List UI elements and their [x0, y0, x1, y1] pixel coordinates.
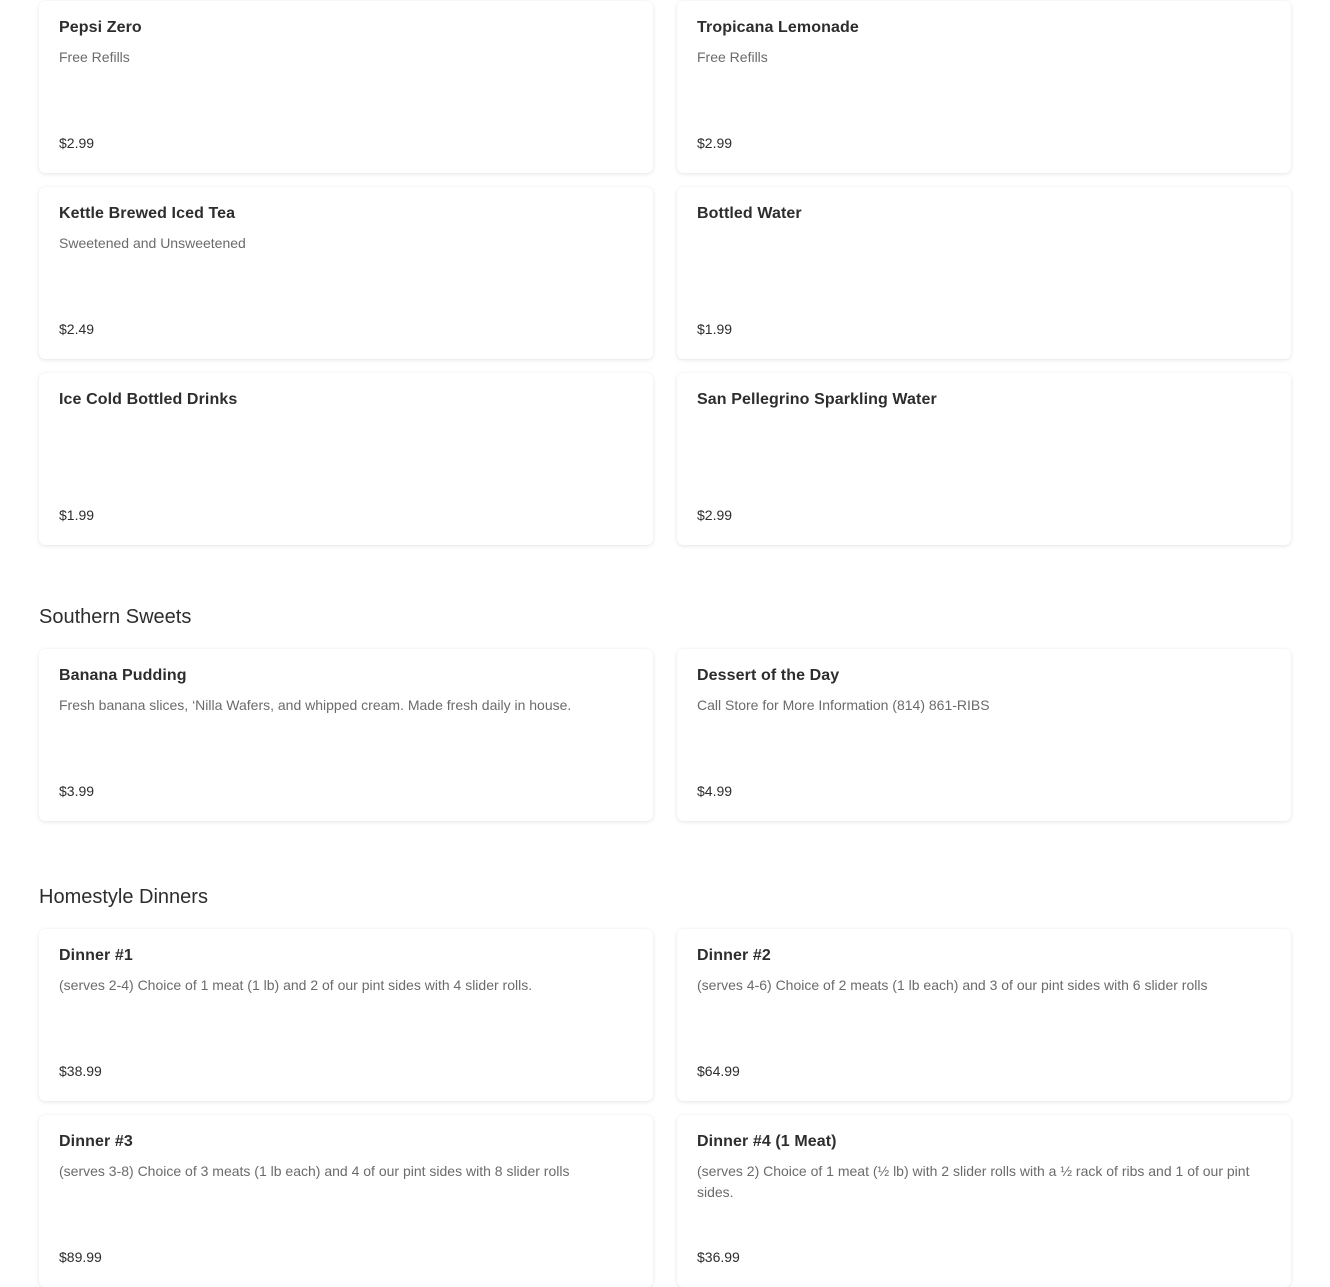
menu-item-description: (serves 3-8) Choice of 3 meats (1 lb each) and 4 of our pint sides with 8 slider rolls: [59, 1163, 570, 1179]
menu-item-price: $1.99: [59, 507, 95, 523]
menu-item-description: (serves 2) Choice of 1 meat (½ lb) with 2 slider rolls with a ½ rack of ribs and 1 of our pint sides.: [697, 1163, 1250, 1200]
menu-item-name: Dessert of the Day: [697, 667, 840, 684]
menu-item-card[interactable]: [39, 929, 653, 1101]
menu-item-card[interactable]: [677, 649, 1291, 821]
section-title-southern-sweets: Southern Sweets: [39, 606, 192, 628]
menu-item-name: Dinner #4 (1 Meat): [697, 1133, 837, 1150]
menu-item-price: $3.99: [59, 783, 95, 799]
menu-item-description: (serves 4-6) Choice of 2 meats (1 lb each) and 3 of our pint sides with 6 slider rolls: [697, 977, 1208, 993]
menu-item-card[interactable]: [677, 1, 1291, 173]
menu-item-name: Tropicana Lemonade: [697, 19, 859, 36]
menu-item-card[interactable]: [39, 649, 653, 821]
menu-item-name: San Pellegrino Sparkling Water: [697, 391, 937, 408]
menu-item-card[interactable]: [39, 1, 653, 173]
menu-item-card[interactable]: [39, 373, 653, 545]
menu-item-name: Dinner #1: [59, 947, 133, 964]
menu-item-name: Banana Pudding: [59, 667, 187, 684]
menu-item-description: Free Refills: [59, 49, 130, 65]
menu-item-name: Dinner #2: [697, 947, 771, 964]
menu-item-description: Call Store for More Information (814) 861-RIBS: [697, 697, 990, 713]
menu-item-description: Fresh banana slices, ‘Nilla Wafers, and whipped cream. Made fresh daily in house.: [59, 697, 572, 713]
menu-item-price: $36.99: [697, 1249, 740, 1265]
menu-item-price: $2.99: [59, 135, 95, 151]
menu-section-homestyle-dinners-grid: [39, 929, 1291, 1287]
menu-item-card[interactable]: [677, 187, 1291, 359]
menu-item-price: $89.99: [59, 1249, 102, 1265]
menu-item-card[interactable]: [677, 373, 1291, 545]
menu-item-name: Pepsi Zero: [59, 19, 142, 36]
menu-item-price: $38.99: [59, 1063, 102, 1079]
menu-item-price: $64.99: [697, 1063, 740, 1079]
menu-item-description: Sweetened and Unsweetened: [59, 235, 246, 251]
menu-item-card[interactable]: [39, 1115, 653, 1287]
menu-item-name: Kettle Brewed Iced Tea: [59, 205, 236, 222]
menu-item-description: Free Refills: [697, 49, 768, 65]
menu-item-name: Bottled Water: [697, 205, 802, 222]
menu-item-name: Ice Cold Bottled Drinks: [59, 391, 238, 408]
section-title-homestyle-dinners: Homestyle Dinners: [39, 886, 208, 908]
menu-item-card[interactable]: [677, 1115, 1291, 1287]
menu-item-price: $2.99: [697, 507, 733, 523]
menu-section-beverages-grid: [39, 1, 1291, 545]
menu-item-price: $2.99: [697, 135, 733, 151]
menu-item-description: (serves 2-4) Choice of 1 meat (1 lb) and 2 of our pint sides with 4 slider rolls.: [59, 977, 533, 993]
menu-page: [39, 0, 1291, 1287]
menu-item-name: Dinner #3: [59, 1133, 133, 1150]
menu-item-card[interactable]: [677, 929, 1291, 1101]
menu-item-price: $2.49: [59, 321, 95, 337]
menu-item-card[interactable]: [39, 187, 653, 359]
menu-item-price: $4.99: [697, 783, 733, 799]
menu-item-price: $1.99: [697, 321, 733, 337]
menu-section-southern-sweets-grid: [39, 649, 1291, 821]
